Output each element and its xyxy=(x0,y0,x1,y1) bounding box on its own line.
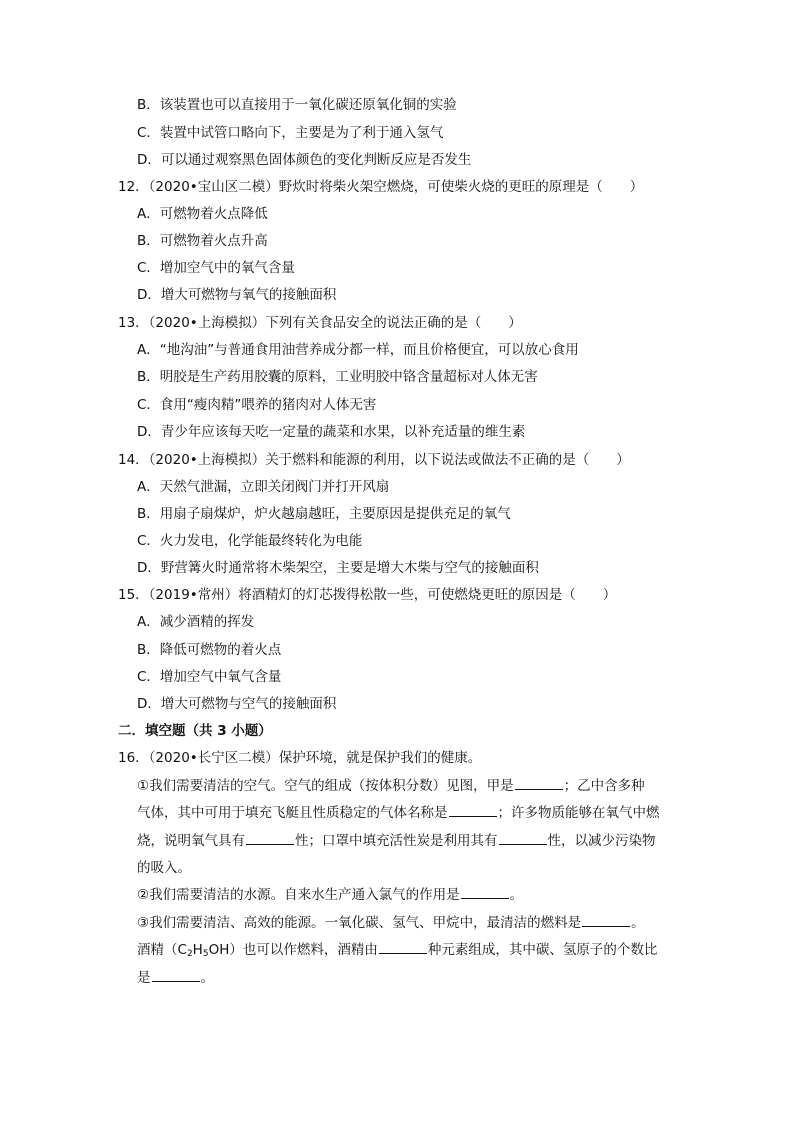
subscript: 2 xyxy=(186,949,193,959)
q15-option-c: C．增加空气中氧气含量 xyxy=(137,669,282,685)
q16-text: 性；口罩中填充活性炭是利用其有 xyxy=(295,833,498,849)
q13-option-d: D．青少年应该每天吃一定量的蔬菜和水果，以补充适量的维生素 xyxy=(137,424,526,440)
q12-option-c: C．增加空气中的氧气含量 xyxy=(137,260,295,276)
q11-option-c: C．装置中试管口略向下，主要是为了利于通入氢气 xyxy=(137,125,444,141)
q14-stem: 14．（2020•上海模拟）关于燃料和能源的利用，以下说法或做法不正确的是（ ） xyxy=(118,452,630,468)
q16-part3-line2 xyxy=(137,941,657,963)
q16-text: 种元素组成，其中碳、氢原子的个数比 xyxy=(427,942,658,958)
q16-text: OH）也可以作燃料，酒精由 xyxy=(208,942,378,958)
q16-text: H xyxy=(192,942,203,958)
q15-option-b: B．降低可燃物的着火点 xyxy=(137,642,282,658)
q16-text: ；乙中含多种 xyxy=(563,778,645,794)
q14-option-b: B．用扇子扇煤炉，炉火越扇越旺，主要原因是提供充足的氧气 xyxy=(137,506,511,522)
q16-part3-line1 xyxy=(137,914,645,932)
answer-blank[interactable] xyxy=(515,777,563,790)
q14-option-d: D．野营篝火时通常将木柴架空，主要是增大木柴与空气的接触面积 xyxy=(137,560,539,576)
q16-text: ；许多物质能够在氧气中燃 xyxy=(497,805,660,821)
q12-option-d: D．增大可燃物与氧气的接触面积 xyxy=(137,287,337,303)
q16-stem: 16．（2020•长宁区二模）保护环境，就是保护我们的健康。 xyxy=(118,750,482,766)
q12-option-b: B．可燃物着火点升高 xyxy=(137,233,268,249)
answer-blank[interactable] xyxy=(499,832,547,845)
q15-stem: 15．（2019•常州）将酒精灯的灯芯拨得松散一些，可使燃烧更旺的原因是（ ） xyxy=(118,587,617,603)
q16-part2 xyxy=(137,886,523,904)
answer-blank[interactable] xyxy=(246,832,294,845)
answer-blank[interactable] xyxy=(449,804,497,817)
q16-text: 。 xyxy=(200,970,214,986)
q16-part3-line3 xyxy=(137,969,214,987)
q13-option-c: C．食用“瘦肉精”喂养的猪肉对人体无害 xyxy=(137,397,377,413)
q12-stem: 12．（2020•宝山区二模）野炊时将柴火架空燃烧，可使柴火烧的更旺的原理是（ ） xyxy=(118,179,644,195)
q13-stem: 13．（2020•上海模拟）下列有关食品安全的说法正确的是（ ） xyxy=(118,315,522,331)
q12-option-a: A．可燃物着火点降低 xyxy=(137,206,268,222)
q15-option-d: D．增大可燃物与空气的接触面积 xyxy=(137,696,337,712)
q16-part1-line4: 的吸入。 xyxy=(137,860,191,876)
q16-text: 酒精（C xyxy=(137,942,187,958)
q16-text: ①我们需要清洁的空气。空气的组成（按体积分数）见图，甲是 xyxy=(137,778,514,794)
q11-option-d: D．可以通过观察黑色固体颜色的变化判断反应是否发生 xyxy=(137,152,472,168)
q16-part1-line1 xyxy=(137,777,645,795)
q11-option-b: B．该装置也可以直接用于一氧化碳还原氧化铜的实验 xyxy=(137,97,457,113)
section-2-title: 二．填空题（共 3 小题） xyxy=(118,723,272,739)
q13-option-b: B．明胶是生产药用胶囊的原料，工业明胶中铬含量超标对人体无害 xyxy=(137,369,538,385)
q16-part1-line3 xyxy=(137,832,656,850)
answer-blank[interactable] xyxy=(582,914,630,927)
q14-option-c: C．火力发电，化学能最终转化为电能 xyxy=(137,533,363,549)
subscript: 5 xyxy=(202,949,209,959)
q13-option-a: A．“地沟油”与普通食用油营养成分都一样，而且价格便宜，可以放心食用 xyxy=(137,342,579,358)
q16-part1-line2 xyxy=(137,804,660,822)
q16-text: ②我们需要清洁的水源。自来水生产通入氯气的作用是 xyxy=(137,887,460,903)
answer-blank[interactable] xyxy=(379,941,427,954)
q16-text: 。 xyxy=(509,887,524,903)
answer-blank[interactable] xyxy=(461,886,509,899)
q14-option-a: A．天然气泄漏，立即关闭阀门并打开风扇 xyxy=(137,479,390,495)
q16-text: 烧，说明氧气具有 xyxy=(137,833,245,849)
q16-text: 是 xyxy=(137,970,151,986)
q16-text: 。 xyxy=(631,915,645,931)
q16-text: 性，以减少污染物 xyxy=(547,833,656,849)
q16-text: ③我们需要清洁、高效的能源。一氧化碳、氢气、甲烷中，最清洁的燃料是 xyxy=(137,915,582,931)
q15-option-a: A．减少酒精的挥发 xyxy=(137,614,255,630)
answer-blank[interactable] xyxy=(152,969,200,982)
q16-text: 气体，其中可用于填充飞艇且性质稳定的气体名称是 xyxy=(137,805,448,821)
